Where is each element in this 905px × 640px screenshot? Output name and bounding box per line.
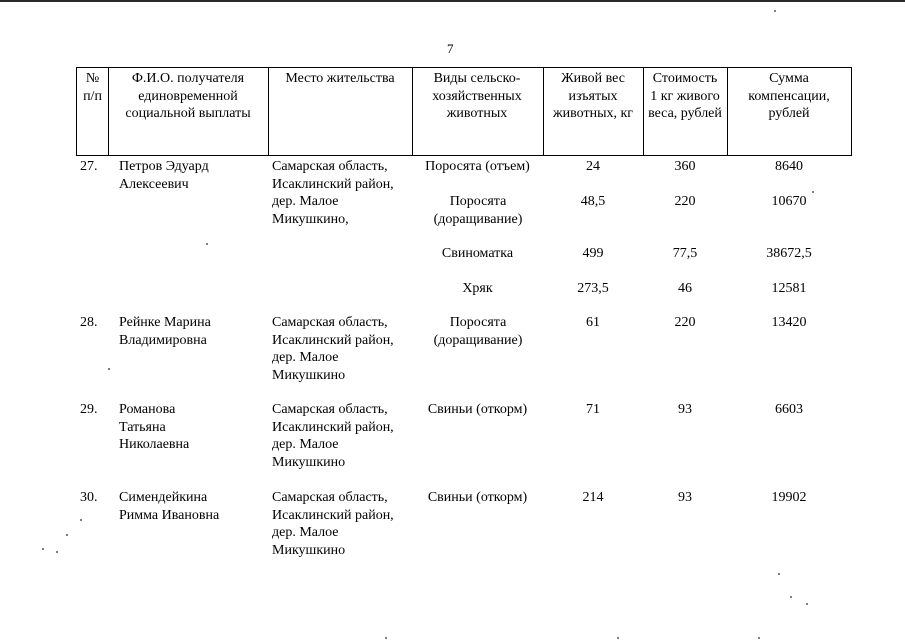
price-per-kg: 77,5 — [672, 246, 698, 261]
price-per-kg: 220 — [674, 315, 696, 330]
page-number: 7 — [447, 41, 454, 56]
animal-type: Свиньи (откорм) — [427, 402, 528, 417]
compensation-sum: 38672,5 — [766, 246, 812, 261]
animal-type: Свиноматка — [441, 246, 514, 261]
animal-type: Поросята (отъем) — [425, 159, 530, 174]
recipient-name: Рейнке Марина Владимировна — [119, 315, 211, 348]
header-residence: Место жительства — [285, 71, 395, 86]
header-price: Стоимость 1 кг живого веса, рублей — [648, 71, 722, 121]
live-weight: 214 — [582, 490, 604, 505]
scan-speck — [42, 548, 44, 550]
scan-speck — [80, 519, 82, 521]
column-border — [643, 67, 644, 156]
residence: Самарская область, Исаклинский район, дер. Малое Микушкино — [272, 490, 394, 558]
column-border — [268, 67, 269, 156]
header-num: № п/п — [83, 71, 102, 104]
live-weight: 71 — [586, 402, 600, 417]
column-border — [412, 67, 413, 156]
scan-speck — [385, 637, 387, 639]
animal-type: Поросята (доращивание) — [433, 315, 523, 348]
scan-speck — [108, 368, 110, 370]
column-border — [851, 67, 852, 156]
price-per-kg: 93 — [678, 402, 692, 417]
scan-edge-line — [0, 0, 905, 2]
scan-speck — [774, 10, 776, 12]
live-weight: 273,5 — [577, 281, 609, 296]
compensation-sum: 12581 — [771, 281, 807, 296]
column-border — [727, 67, 728, 156]
scan-speck — [56, 551, 58, 553]
price-per-kg: 93 — [678, 490, 692, 505]
compensation-sum: 13420 — [771, 315, 807, 330]
live-weight: 24 — [586, 159, 600, 174]
scan-speck — [758, 637, 760, 639]
row-number: 30. — [80, 490, 98, 505]
price-per-kg: 220 — [674, 194, 696, 209]
residence: Самарская область, Исаклинский район, дер. Малое Микушкино — [272, 315, 394, 383]
row-number: 27. — [80, 159, 98, 174]
row-number: 28. — [80, 315, 98, 330]
scan-speck — [617, 637, 619, 639]
compensation-sum: 6603 — [775, 402, 803, 417]
compensation-sum: 10670 — [771, 194, 807, 209]
compensation-sum: 19902 — [771, 490, 807, 505]
recipient-name: Петров Эдуард Алексеевич — [119, 159, 209, 192]
animal-type: Свиньи (откорм) — [427, 490, 528, 505]
animal-type: Хряк — [462, 281, 493, 296]
price-per-kg: 46 — [678, 281, 692, 296]
live-weight: 61 — [586, 315, 600, 330]
animal-type: Поросята (доращивание) — [433, 194, 523, 227]
live-weight: 499 — [582, 246, 604, 261]
header-bottom-border — [76, 155, 852, 156]
scan-speck — [206, 243, 208, 245]
scan-speck — [66, 534, 68, 536]
header-name: Ф.И.О. получателя единовременной социальной выплаты — [125, 71, 251, 121]
header-sum: Сумма компенсации, рублей — [748, 71, 830, 121]
recipient-name: Симендейкина Римма Ивановна — [119, 490, 220, 523]
residence: Самарская область, Исаклинский район, дер. Малое Микушкино, — [272, 159, 394, 227]
recipient-name: Романова Татьяна Николаевна — [119, 402, 190, 452]
residence: Самарская область, Исаклинский район, дер. Малое Микушкино — [272, 402, 394, 470]
column-border — [108, 67, 109, 156]
price-per-kg: 360 — [674, 159, 696, 174]
header-animal-type: Виды сельско-хозяйственных животных — [432, 71, 522, 121]
compensation-sum: 8640 — [775, 159, 803, 174]
table-top-border — [76, 67, 852, 68]
scan-speck — [778, 573, 780, 575]
scan-speck — [790, 596, 792, 598]
live-weight: 48,5 — [580, 194, 606, 209]
column-border — [543, 67, 544, 156]
scan-speck — [806, 603, 808, 605]
row-number: 29. — [80, 402, 98, 417]
header-weight: Живой вес изъятых животных, кг — [552, 71, 634, 121]
column-border — [76, 67, 77, 156]
